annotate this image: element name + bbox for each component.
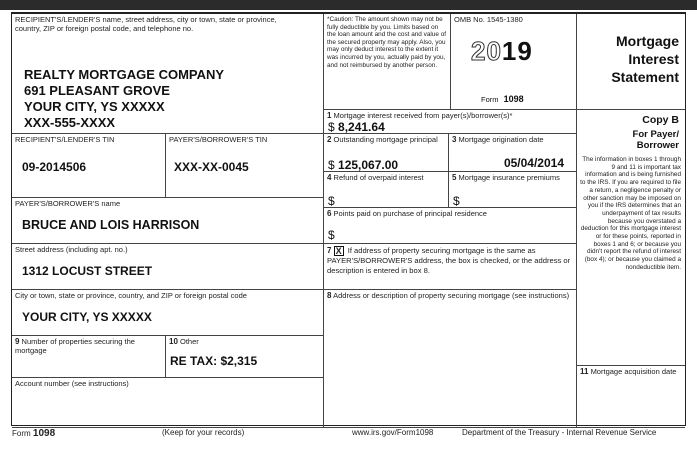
box-7-number: 7 — [327, 246, 332, 255]
box-1-number: 1 — [327, 111, 332, 120]
box-3-value: 05/04/2014 — [503, 156, 564, 170]
footer-form-label: Form — [12, 429, 31, 438]
street-label: Street address (including apt. no.) — [15, 245, 128, 254]
box-6-label: Points paid on purchase of principal residence — [333, 209, 487, 218]
box-9-label: Number of properties securing the mortgage — [15, 337, 135, 355]
box-10-label: Other — [180, 337, 199, 346]
copy-subtitle: For Payer/ Borrower — [632, 129, 679, 151]
box-2-principal — [324, 134, 449, 172]
footer-keep: (Keep for your records) — [162, 428, 245, 437]
copy-b-box — [577, 110, 685, 366]
copy-text: The information in boxes 1 through 9 and 11 is important tax information and is being furnished to the IRS. If you are required to file a return, a negligence penalty or other sanction may be imposed on you if the IRS determines that an underpayment of tax results because you overstated a deduction for this mortgage interest or for these points, reported in boxes 1 and 6; or because you didn't report the refund of interest (box 4); or because you claimed a nondeductible item. — [580, 156, 681, 271]
box-4-label: Refund of overpaid interest — [333, 173, 424, 182]
payer-name-box — [12, 198, 324, 244]
footer-url[interactable]: www.irs.gov/Form1098 — [352, 428, 434, 437]
box-7-address-same — [324, 244, 577, 290]
lender-phone: XXX-555-XXXX — [24, 115, 116, 130]
box-3-origination-date — [449, 134, 577, 172]
year-outline: 20 — [471, 36, 502, 66]
box-11-number: 11 — [580, 367, 589, 376]
box-7-checkbox[interactable]: X — [335, 246, 342, 256]
box-5-insurance-premiums — [449, 172, 577, 208]
box-1-dollar: $ — [328, 120, 335, 134]
lender-street: 691 PLEASANT GROVE — [24, 83, 170, 98]
box-5-number: 5 — [452, 173, 457, 182]
box-10-value: RE TAX: $2,315 — [170, 354, 258, 368]
city-value: YOUR CITY, YS XXXXX — [22, 310, 152, 324]
box-2-dollar: $ — [328, 158, 335, 172]
box-10-other — [166, 336, 324, 378]
payer-name-value: BRUCE AND LOIS HARRISON — [22, 218, 200, 232]
footer-department: Department of the Treasury - Internal Revenue Service — [462, 428, 657, 437]
account-label: Account number (see instructions) — [15, 379, 129, 388]
omb-year-box — [451, 14, 577, 110]
lender-label: RECIPIENT'S/LENDER'S name, street address, city or town, state or province, country, ZIP or foreign postal code, and telephone no. — [15, 15, 277, 33]
box-1-mortgage-interest — [324, 110, 577, 134]
box-6-points — [324, 208, 577, 244]
box-3-label: Mortgage origination date — [458, 135, 544, 144]
lender-name: REALTY MORTGAGE COMPANY — [24, 67, 225, 82]
payer-tin-box — [166, 134, 324, 198]
box-7-label: If address of property securing mortgage is the same as PAYER'S/BORROWER'S address, the box is checked, or the address or description is entered in box 8. — [327, 246, 571, 275]
city-label: City or town, state or province, country, and ZIP or foreign postal code — [15, 291, 247, 300]
street-address-box — [12, 244, 324, 290]
form-number: 1098 — [503, 94, 524, 104]
top-bar — [0, 0, 697, 10]
box-5-dollar: $ — [453, 194, 460, 208]
box-11-label: Mortgage acquisition date — [590, 367, 677, 376]
payer-name-label: PAYER'S/BORROWER'S name — [15, 199, 121, 208]
year-bold: 19 — [501, 36, 533, 66]
box-1-label: Mortgage interest received from payer(s)/borrower(s)* — [333, 111, 513, 120]
footer-form-id — [12, 428, 55, 439]
box-8-property-address — [324, 290, 577, 428]
box-5-label: Mortgage insurance premiums — [458, 173, 560, 182]
street-value: 1312 LOCUST STREET — [22, 264, 153, 278]
copy-title: Copy B — [642, 114, 679, 126]
payer-tin-value: XXX-XX-0045 — [174, 160, 249, 174]
box-8-number: 8 — [327, 291, 332, 300]
lender-city: YOUR CITY, YS XXXXX — [24, 99, 165, 114]
box-3-number: 3 — [452, 135, 457, 144]
box-1-value: 8,241.64 — [338, 120, 385, 134]
account-number-box — [12, 378, 324, 428]
footer-form-number: 1098 — [32, 428, 56, 439]
box-4-number: 4 — [327, 173, 332, 182]
payer-tin-label: PAYER'S/BORROWER'S TIN — [169, 135, 268, 144]
city-box — [12, 290, 324, 336]
form-label: Form — [481, 95, 499, 104]
box-10-number: 10 — [169, 337, 178, 346]
box-6-number: 6 — [327, 209, 332, 218]
box-8-label: Address or description of property securing mortgage (see instructions) — [333, 291, 570, 300]
lender-tin-value: 09-2014506 — [22, 160, 87, 174]
caution-text: *Caution: The amount shown may not be fully deductible by you. Limits based on the loan amount and the cost and value of the secured property may apply. Also, you may only deduct interest to the extent it was incurred by you, actually paid by you, and not reimbursed by another person. — [327, 16, 447, 69]
title-box — [577, 14, 685, 110]
box-9-number: 9 — [15, 337, 20, 346]
form-title: Mortgage Interest Statement — [611, 33, 679, 85]
omb-number: OMB No. 1545-1380 — [454, 15, 523, 24]
lender-tin-box — [12, 134, 166, 198]
box-2-number: 2 — [327, 135, 332, 144]
lender-block — [12, 14, 324, 134]
box-6-dollar: $ — [328, 228, 335, 242]
form-1098 — [11, 12, 686, 426]
caution-box — [324, 14, 451, 110]
box-9-number-of-properties — [12, 336, 166, 378]
box-4-refund — [324, 172, 449, 208]
box-11-acquisition-date — [577, 366, 685, 428]
tax-year — [471, 36, 533, 67]
lender-tin-label: RECIPIENT'S/LENDER'S TIN — [15, 135, 115, 144]
box-2-value: 125,067.00 — [338, 158, 399, 172]
box-4-dollar: $ — [328, 194, 335, 208]
box-2-label: Outstanding mortgage principal — [333, 135, 438, 144]
